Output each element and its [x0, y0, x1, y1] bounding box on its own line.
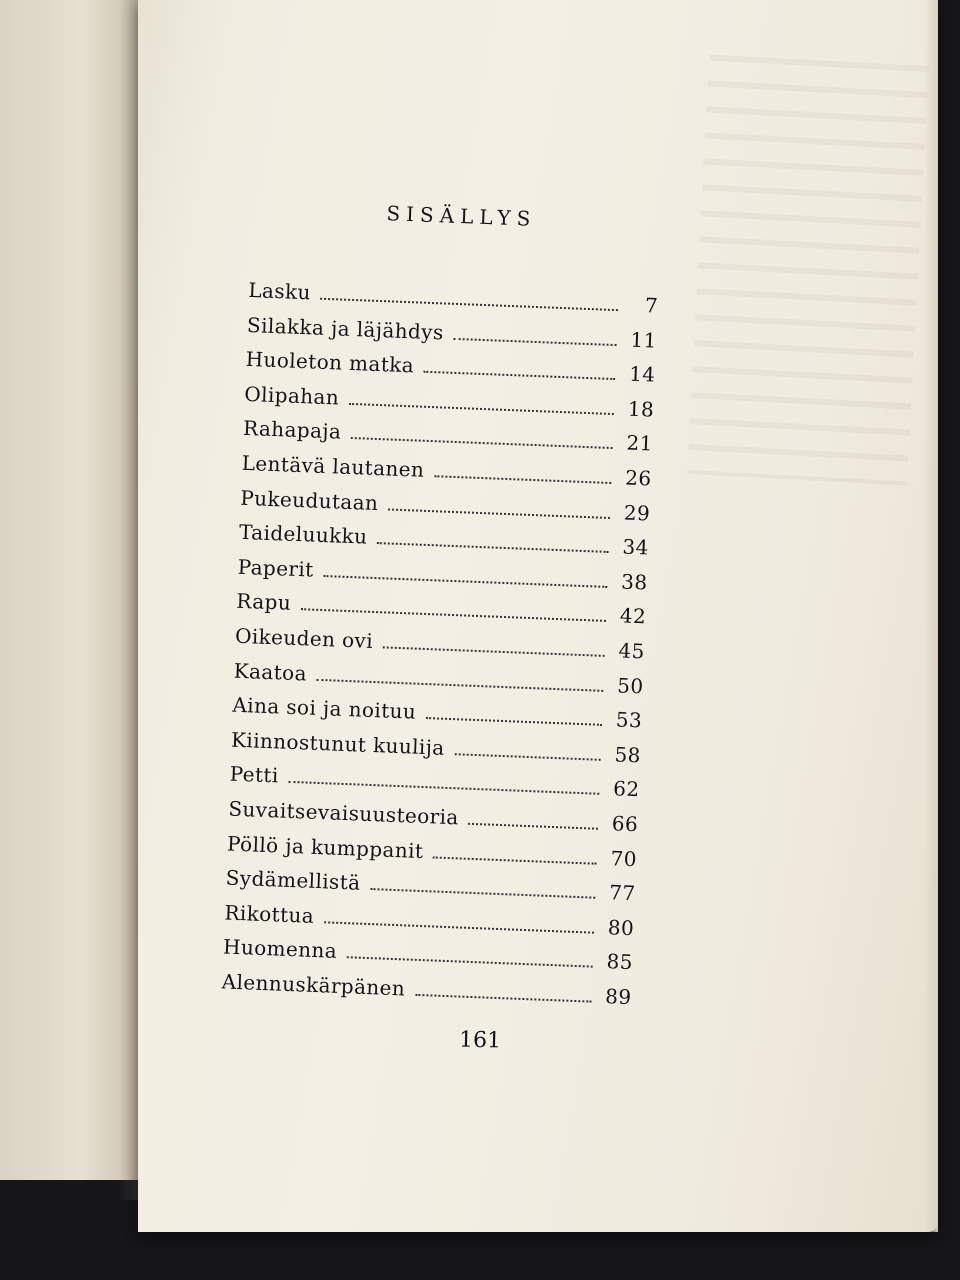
toc-list — [221, 278, 659, 1020]
dot-leader — [433, 856, 597, 864]
dot-leader — [321, 298, 618, 311]
dot-leader — [349, 403, 614, 415]
dot-leader — [453, 337, 616, 345]
dot-leader — [288, 781, 599, 795]
toc-entry-page: 70 — [610, 845, 638, 871]
toc-entry-page: 34 — [622, 534, 650, 560]
toc-entry-title: Alennuskärpänen — [221, 969, 406, 1001]
toc-entry-title: Rikottua — [224, 900, 315, 928]
toc-entry-page: 42 — [619, 603, 647, 629]
toc-entry-title: Taideluukku — [238, 519, 368, 549]
toc-entry-title: Lentävä lautanen — [241, 450, 425, 482]
toc-entry-title: Lasku — [247, 277, 312, 305]
toc-entry-title: Kiinnostunut kuulija — [230, 727, 446, 760]
dot-leader — [351, 437, 613, 449]
page-edge-shade — [924, 0, 938, 1232]
toc-entry-page: 89 — [604, 984, 632, 1010]
dot-leader — [424, 371, 615, 380]
dot-leader — [468, 823, 598, 830]
toc-entry-page: 29 — [623, 500, 651, 526]
toc-entry-title: Olipahan — [243, 381, 340, 410]
toc-entry-page: 21 — [626, 430, 654, 456]
dot-leader — [324, 921, 594, 933]
dot-leader — [388, 508, 610, 519]
toc-entry-page: 11 — [630, 327, 658, 353]
dot-leader — [415, 994, 591, 1003]
toc-entry-title: Huomenna — [222, 934, 338, 964]
toc-entry-title: Oikeuden ovi — [234, 623, 374, 653]
toc-entry-title: Sydämellistä — [225, 865, 361, 895]
toc-entry-page: 53 — [615, 707, 643, 733]
toc-entry-title: Pöllö ja kumppanit — [226, 831, 424, 863]
dot-leader — [301, 609, 606, 623]
toc-entry-title: Rahapaja — [242, 416, 342, 444]
toc-entry-page: 80 — [607, 914, 635, 940]
dot-leader — [347, 956, 593, 967]
toc-entry-title: Aina soi ja noituu — [231, 692, 417, 724]
toc-entry-title: Pukeudutaan — [239, 485, 379, 515]
toc-entry-page: 62 — [612, 776, 640, 802]
table-of-contents — [221, 196, 662, 1020]
toc-entry-title: Silakka ja läjähdys — [246, 312, 445, 345]
toc-entry-title: Kaatoa — [233, 658, 308, 685]
toc-entry-title: Suvaitsevaisuusteoria — [228, 796, 460, 830]
toc-entry-title: Petti — [229, 761, 280, 788]
toc-entry-page: 14 — [628, 361, 656, 387]
toc-entry-page: 7 — [644, 293, 659, 318]
toc-entry-title: Rapu — [235, 589, 292, 616]
dot-leader — [370, 888, 595, 899]
toc-entry-title: Huoleton matka — [245, 347, 415, 378]
dot-leader — [383, 646, 605, 657]
toc-entry-page: 66 — [611, 811, 639, 837]
dot-leader — [434, 475, 611, 484]
page-number: 161 — [458, 1027, 502, 1054]
toc-entry-page: 58 — [614, 742, 642, 768]
toc-entry-page: 85 — [606, 949, 634, 975]
toc-entry-page: 18 — [627, 396, 655, 422]
dot-leader — [426, 717, 602, 726]
toc-heading: SISÄLLYS — [386, 201, 537, 231]
toc-entry-page: 26 — [624, 465, 652, 491]
toc-entry-title: Paperit — [237, 554, 315, 582]
dot-leader — [454, 753, 600, 761]
toc-entry-page: 50 — [616, 672, 644, 698]
dot-leader — [323, 575, 607, 588]
toc-entry-page: 77 — [608, 880, 636, 906]
toc-entry-page: 45 — [618, 638, 646, 664]
dot-leader — [317, 678, 604, 691]
show-through-text — [687, 55, 929, 486]
dot-leader — [377, 542, 608, 553]
toc-entry-page: 38 — [620, 569, 648, 595]
